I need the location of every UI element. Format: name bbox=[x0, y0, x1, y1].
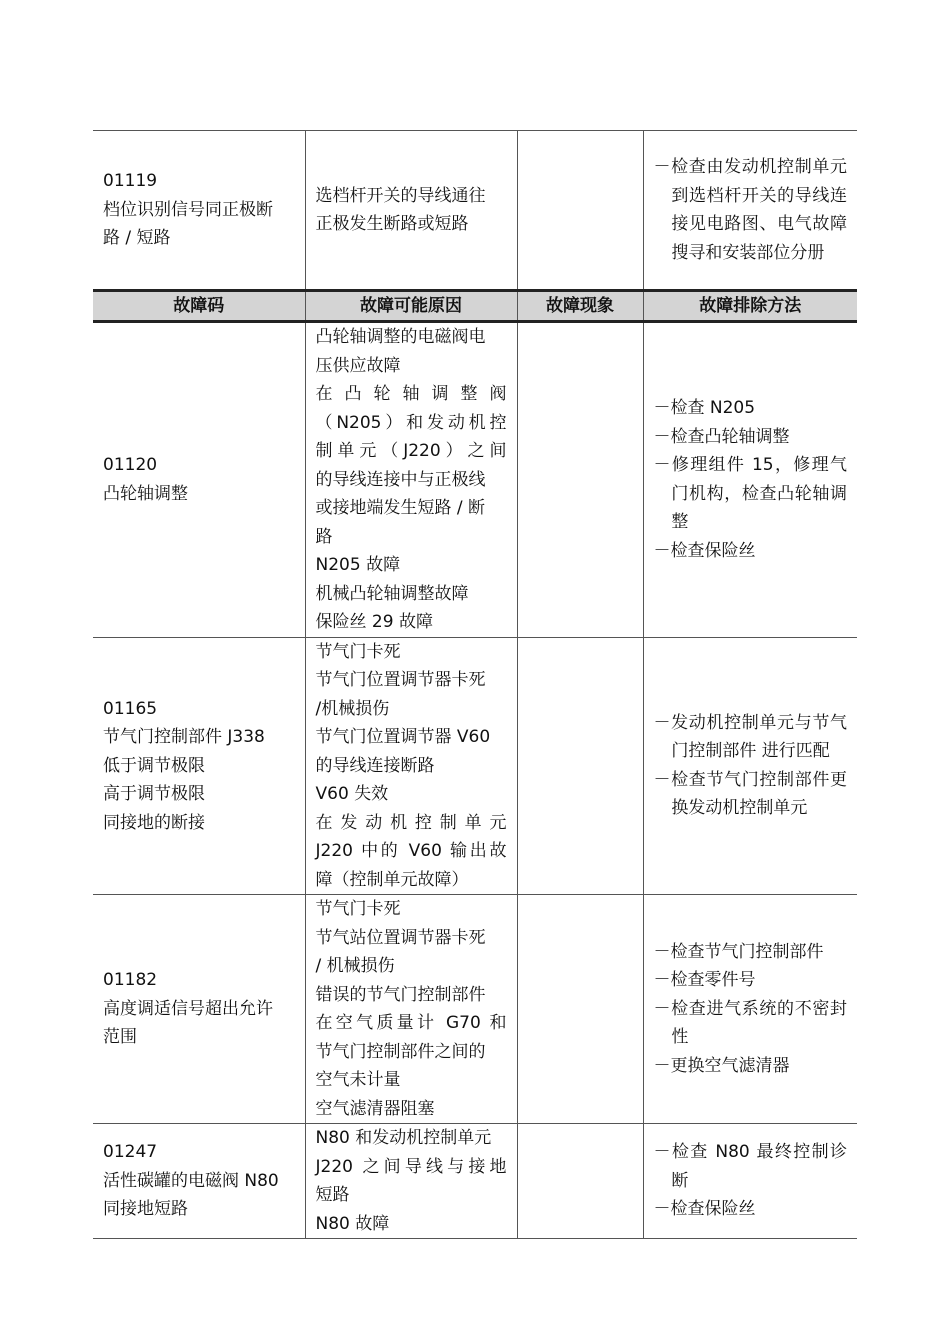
cause-line: 错误的节气门控制部件 bbox=[315, 984, 486, 1005]
cause-line: 障（控制单元故障） bbox=[315, 869, 469, 890]
cause-line: J220 中的 V60 输出故 bbox=[315, 841, 507, 861]
fault-remedy-cell bbox=[643, 895, 857, 1124]
cause-line: 机械凸轮轴调整故障 bbox=[315, 583, 469, 604]
cause-line: 节气门位置调节器卡死 bbox=[315, 670, 486, 690]
table-row bbox=[93, 637, 857, 895]
cause-line: / 机械损伤 bbox=[315, 956, 395, 976]
cause-line: 或接地端发生短路 / 断 bbox=[315, 498, 486, 518]
fault-description-line: 节气门控制部件 J338 bbox=[103, 727, 265, 747]
fault-cause-cell bbox=[305, 131, 517, 291]
fault-code: 01182 bbox=[103, 970, 158, 991]
cause-line: J220 之间导线与接地 bbox=[315, 1156, 507, 1177]
fault-description-line: 低于调节极限 bbox=[103, 755, 205, 776]
cause-line: 的导线连接断路 bbox=[315, 755, 435, 776]
table-row bbox=[93, 322, 857, 638]
fault-description-line: 路 / 短路 bbox=[103, 228, 171, 249]
cause-line: N80 和发动机控制单元 bbox=[315, 1128, 492, 1148]
table-row bbox=[93, 1124, 857, 1239]
fault-code-cell bbox=[93, 322, 305, 638]
remedy-item: －更换空气滤清器 bbox=[653, 1055, 790, 1076]
cause-line: N205 故障 bbox=[315, 555, 401, 575]
cause-line: 空气滤清器阻塞 bbox=[315, 1098, 435, 1119]
cause-line: 制单元（J220）之间 bbox=[315, 441, 507, 461]
fault-description-line: 范围 bbox=[103, 1027, 137, 1048]
fault-code: 01120 bbox=[103, 455, 158, 476]
fault-cause-cell bbox=[305, 895, 517, 1124]
fault-description-line: 凸轮轴调整 bbox=[103, 483, 188, 504]
cause-line: /机械损伤 bbox=[315, 698, 390, 719]
cause-line: 在凸轮轴调整阀 bbox=[315, 384, 507, 404]
remedy-item: －检查节气门控制部件更换发动机控制单元 bbox=[653, 769, 847, 819]
cause-line: 正极发生断路或短路 bbox=[315, 214, 469, 234]
fault-remedy-cell bbox=[643, 637, 857, 895]
cause-line: 保险丝 29 故障 bbox=[315, 612, 433, 632]
cause-line: 选档杆开关的导线通往 bbox=[315, 185, 486, 206]
remedy-item: －检查由发动机控制单元到选档杆开关的导线连接见电路图、电气故障搜寻和安装部位分册 bbox=[653, 157, 847, 263]
cause-line: 节气门控制部件之间的 bbox=[315, 1041, 486, 1062]
table-row bbox=[93, 131, 857, 291]
fault-remedy-cell bbox=[643, 131, 857, 291]
header-symptom: 故障现象 bbox=[517, 291, 643, 322]
table-row bbox=[93, 895, 857, 1124]
cause-line: 在发动机控制单元 bbox=[315, 812, 507, 833]
fault-symptom-cell bbox=[517, 637, 643, 895]
remedy-item: －检查进气系统的不密封性 bbox=[653, 998, 847, 1048]
cause-line: 路 bbox=[315, 526, 333, 547]
cause-line: 的导线连接中与正极线 bbox=[315, 469, 486, 490]
remedy-item: －检查保险丝 bbox=[653, 1199, 756, 1220]
remedy-item: －检查节气门控制部件 bbox=[653, 941, 824, 962]
fault-code-table bbox=[93, 130, 857, 1239]
cause-line: 短路 bbox=[315, 1185, 350, 1205]
header-code: 故障码 bbox=[93, 291, 305, 322]
fault-symptom-cell bbox=[517, 895, 643, 1124]
fault-remedy-cell bbox=[643, 322, 857, 638]
remedy-item: －检查凸轮轴调整 bbox=[653, 426, 790, 447]
fault-cause-cell bbox=[305, 322, 517, 638]
fault-remedy-cell bbox=[643, 1124, 857, 1239]
fault-code: 01119 bbox=[103, 171, 158, 192]
cause-line: 节气门卡死 bbox=[315, 641, 401, 662]
remedy-item: －检查 N205 bbox=[653, 398, 756, 419]
cause-line: 节气门卡死 bbox=[315, 899, 401, 919]
remedy-item: －检查 N80 最终控制诊断 bbox=[653, 1142, 847, 1191]
cause-line: 节气站位置调节器卡死 bbox=[315, 927, 486, 948]
cause-line: 在空气质量计 G70 和 bbox=[315, 1013, 507, 1033]
fault-description-line: 档位识别信号同正极断 bbox=[103, 199, 273, 220]
fault-code: 01165 bbox=[103, 698, 158, 719]
fault-description-line: 同接地短路 bbox=[103, 1199, 188, 1220]
fault-symptom-cell bbox=[517, 1124, 643, 1239]
cause-line: （N205）和发动机控 bbox=[315, 412, 507, 433]
cause-line: 节气门位置调节器 V60 bbox=[315, 727, 491, 747]
fault-cause-cell bbox=[305, 1124, 517, 1239]
cause-line: 压供应故障 bbox=[315, 355, 401, 376]
fault-description-line: 高度调适信号超出允许 bbox=[103, 998, 273, 1019]
fault-code: 01247 bbox=[103, 1142, 158, 1163]
remedy-item: －发动机控制单元与节气门控制部件 进行匹配 bbox=[653, 712, 847, 762]
remedy-item: －检查零件号 bbox=[653, 970, 756, 991]
fault-description-line: 高于调节极限 bbox=[103, 784, 205, 804]
cause-line: 凸轮轴调整的电磁阀电 bbox=[315, 327, 486, 347]
remedy-item: －检查保险丝 bbox=[653, 540, 756, 561]
fault-description-line: 同接地的断接 bbox=[103, 812, 205, 833]
fault-code-cell bbox=[93, 895, 305, 1124]
cause-line: V60 失效 bbox=[315, 784, 389, 804]
remedy-item: －修理组件 15，修理气门机构，检查凸轮轴调整 bbox=[653, 455, 847, 533]
fault-code-cell bbox=[93, 1124, 305, 1239]
fault-symptom-cell bbox=[517, 131, 643, 291]
header-cause: 故障可能原因 bbox=[305, 291, 517, 322]
fault-description-line: 活性碳罐的电磁阀 N80 bbox=[103, 1170, 279, 1191]
fault-code-cell bbox=[93, 637, 305, 895]
fault-cause-cell bbox=[305, 637, 517, 895]
cause-line: 空气未计量 bbox=[315, 1070, 401, 1090]
cause-line: N80 故障 bbox=[315, 1213, 390, 1234]
table-header-row bbox=[93, 291, 857, 322]
fault-symptom-cell bbox=[517, 322, 643, 638]
fault-code-cell bbox=[93, 131, 305, 291]
header-remedy: 故障排除方法 bbox=[643, 291, 857, 322]
